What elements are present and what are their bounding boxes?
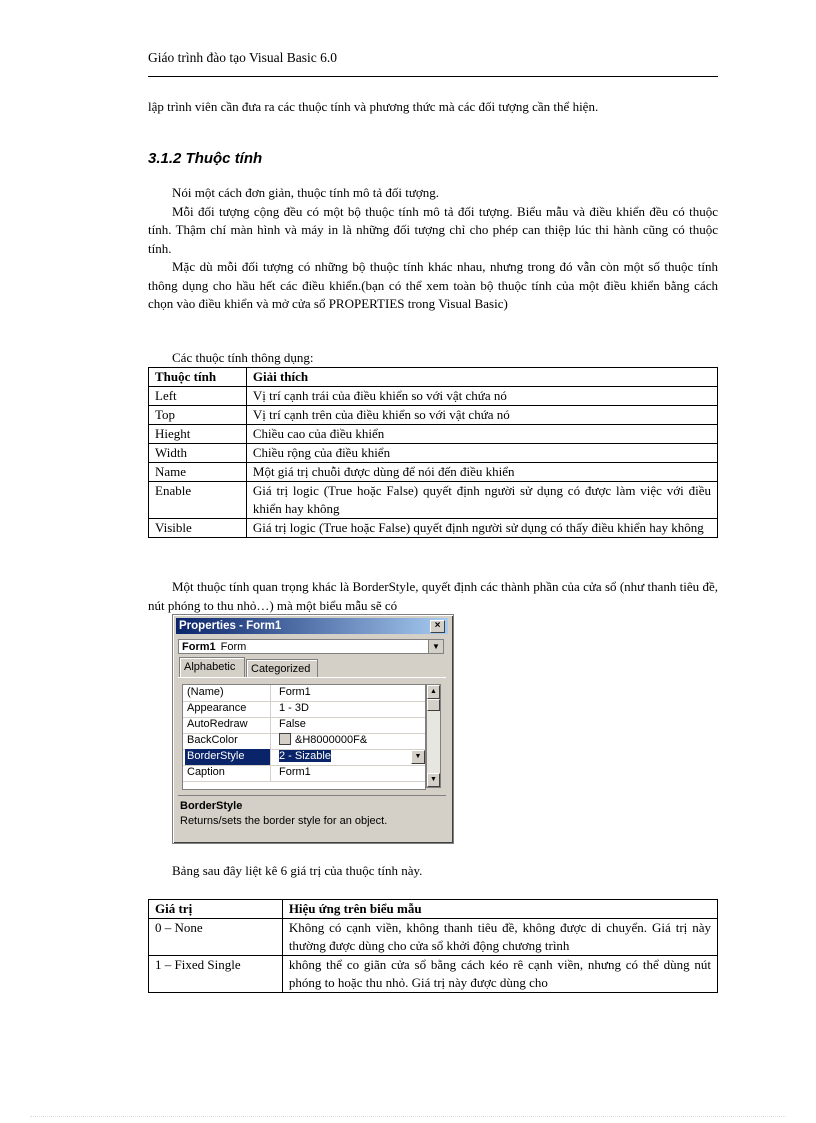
property-row[interactable] <box>183 765 425 782</box>
chevron-down-icon[interactable]: ▼ <box>428 640 443 653</box>
intro-text: lập trình viên cần đưa ra các thuộc tính và phương thức mà các đối tượng cần thể hiện. <box>148 99 599 114</box>
property-name: (Name) <box>185 685 271 701</box>
table-header-cell: Giải thích <box>246 368 717 387</box>
chevron-down-icon[interactable]: ▼ <box>411 750 425 764</box>
property-grid-panel <box>178 677 446 794</box>
properties-title-bar <box>176 618 448 634</box>
table-row <box>149 406 718 425</box>
table-header-cell: Thuộc tính <box>149 368 247 387</box>
section-heading: 3.1.2 Thuộc tính <box>148 150 263 167</box>
property-value[interactable] <box>275 749 425 765</box>
description-title: BorderStyle <box>180 800 243 812</box>
tab-alphabetic[interactable]: Alphabetic <box>179 657 245 677</box>
scroll-up-icon[interactable]: ▲ <box>427 685 440 699</box>
property-name: AutoRedraw <box>185 717 271 733</box>
property-row[interactable] <box>183 717 425 734</box>
property-name: Appearance <box>185 701 271 717</box>
object-name: Form1 <box>182 641 216 653</box>
vertical-scrollbar[interactable] <box>426 684 441 788</box>
paragraph: Một thuộc tính quan trọng khác là BorderStyle, quyết định các thành phần của cửa sổ (như thanh tiêu đề, nút phóng to thu nhỏ…) mà một biểu mẫu sẽ có <box>148 579 718 613</box>
table-cell: Không có cạnh viền, không thanh tiêu đề, không được di chuyển. Giá trị này thường được dùng cho cửa sổ khởi động chương trình <box>282 919 717 956</box>
body-paragraphs <box>148 184 718 314</box>
table-cell: 1 – Fixed Single <box>149 956 283 993</box>
header-rule <box>148 76 718 77</box>
paragraph: Mỗi đối tượng cộng đều có một bộ thuộc tính mô tả đối tượng. Biểu mẫu và điều khiển đều có thuộc tính. Thậm chí màn hình và máy in là những đối tượng chỉ cho phép can thiệp lúc thi hành cũng có thuộc tính. <box>148 203 718 256</box>
table-cell: Chiều rộng của điều khiển <box>246 444 717 463</box>
description-text: Returns/sets the border style for an object. <box>180 815 388 827</box>
paragraph: Nói một cách đơn giản, thuộc tính mô tả đối tượng. <box>172 185 440 200</box>
property-name: Caption <box>185 765 271 781</box>
table-cell: Vị trí cạnh trái của điều khiển so với vật chứa nó <box>246 387 717 406</box>
property-value: Form1 <box>279 766 311 778</box>
table-cell: Chiều cao của điều khiển <box>246 425 717 444</box>
property-value-text: 2 - Sizable <box>279 750 331 762</box>
table-cell: Top <box>149 406 247 425</box>
table-cell: Vị trí cạnh trên của điều khiển so với vật chứa nó <box>246 406 717 425</box>
property-row[interactable] <box>183 685 425 702</box>
table-cell: không thể co giãn cửa sổ bằng cách kéo rê cạnh viền, nhưng có thể dùng nút phóng to hoặc thu nhỏ. Giá trị này được dùng cho <box>282 956 717 993</box>
table-row <box>149 519 718 538</box>
property-value <box>275 733 425 749</box>
table-header-cell: Hiệu ứng trên biểu mẫu <box>282 900 717 919</box>
values-intro: Bảng sau đây liệt kê 6 giá trị của thuộc tính này. <box>172 863 423 878</box>
values-table <box>148 899 718 993</box>
footer-divider <box>30 1116 786 1117</box>
table-row <box>149 387 718 406</box>
common-props-caption: Các thuộc tính thông dụng: <box>172 350 314 365</box>
property-row[interactable] <box>183 733 425 750</box>
table-cell: Visible <box>149 519 247 538</box>
property-row-selected[interactable] <box>183 749 425 766</box>
table-row <box>149 463 718 482</box>
property-name: BorderStyle <box>185 749 271 765</box>
table-cell: Width <box>149 444 247 463</box>
property-row[interactable] <box>183 701 425 718</box>
table-cell: Giá trị logic (True hoặc False) quyết định người sử dụng có được làm việc với điều khiển hay không <box>246 482 717 519</box>
object-type: Form <box>220 641 247 653</box>
property-value: Form1 <box>279 686 311 698</box>
table-header-cell: Giá trị <box>149 900 283 919</box>
property-value: False <box>279 718 306 730</box>
table-row <box>149 425 718 444</box>
scroll-thumb[interactable] <box>427 699 440 711</box>
properties-window <box>172 614 454 844</box>
property-value: 1 - 3D <box>279 702 309 714</box>
paragraph: Mặc dù mỗi đối tượng có những bộ thuộc tính khác nhau, nhưng trong đó vẫn còn một số thuộc tính thông dụng cho hầu hết các điều khiển.(bạn có thể xem toàn bộ thuộc tính của một điều khiển bằng cách chọn vào điều khiển và mở cửa sổ PROPERTIES trong Visual Basic) <box>148 259 718 311</box>
table-row <box>149 482 718 519</box>
table-cell: Left <box>149 387 247 406</box>
table-row <box>149 956 718 993</box>
table-header-row <box>149 368 718 387</box>
property-grid <box>182 684 426 790</box>
scroll-down-icon[interactable]: ▼ <box>427 773 440 787</box>
properties-title: Properties - Form1 <box>179 620 282 632</box>
description-panel <box>178 795 446 838</box>
table-cell: Một giá trị chuỗi được dùng để nói đến điều khiển <box>246 463 717 482</box>
table-cell: Name <box>149 463 247 482</box>
table-cell: Giá trị logic (True hoặc False) quyết định người sử dụng có thấy điều khiển hay không <box>246 519 717 538</box>
object-select[interactable] <box>178 639 444 654</box>
common-props-table <box>148 367 718 538</box>
table-cell: 0 – None <box>149 919 283 956</box>
borderstyle-paragraph <box>148 578 718 615</box>
property-value-text: &H8000000F& <box>295 734 368 746</box>
close-icon[interactable]: × <box>430 620 445 633</box>
table-cell: Enable <box>149 482 247 519</box>
page-header: Giáo trình đào tạo Visual Basic 6.0 <box>148 50 338 65</box>
table-row <box>149 919 718 956</box>
table-header-row <box>149 900 718 919</box>
table-cell: Hieght <box>149 425 247 444</box>
tab-categorized[interactable]: Categorized <box>246 659 318 677</box>
table-row <box>149 444 718 463</box>
color-swatch <box>279 733 291 745</box>
property-name: BackColor <box>185 733 271 749</box>
